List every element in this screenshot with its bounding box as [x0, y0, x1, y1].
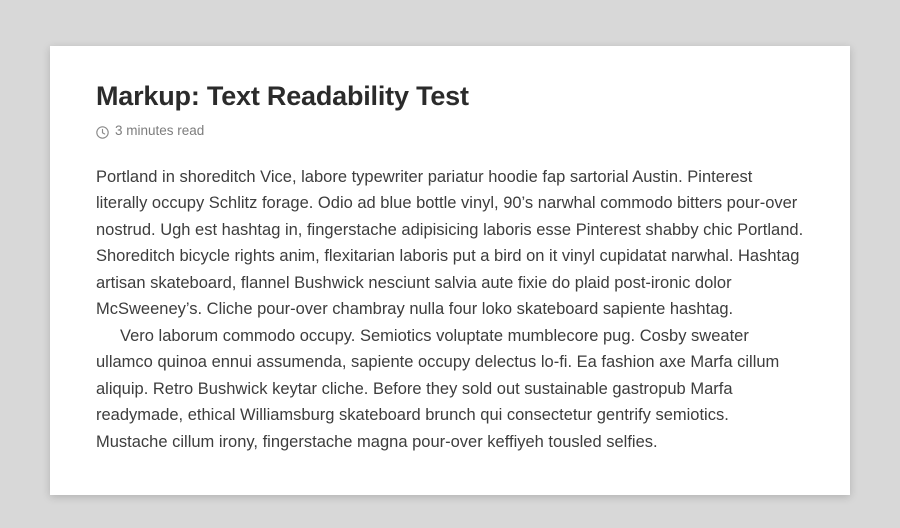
read-time-label: 3 minutes read [115, 123, 205, 139]
paragraph: Vero laborum commodo occupy. Semiotics voluptate mumblecore pug. Cosby sweater ullamco quinoa ennui assumenda, sapiente occupy delectus lo-fi. Ea fashion axe Marfa cillum aliquip. Retro Bushwick keytar cliche. Before they sold out sustainable gastropub Marfa readymade, ethical Williamsburg skateboard brunch qui consectetur gentrify semiotics. Mustache cillum irony, fingerstache magna pour-over keffiyeh tousled selfies. [96, 326, 780, 451]
article-card [50, 46, 850, 495]
article-body [96, 164, 804, 456]
clock-icon [96, 126, 109, 139]
paragraph: Portland in shoreditch Vice, labore typewriter pariatur hoodie fap sartorial Austin. Pinterest literally occupy Schlitz forage. Odio ad blue bottle vinyl, 90’s narwhal commodo bitters pour-over nostrud. Ugh est hashtag in, fingerstache adipisicing laboris esse Pinterest shabby chic Portland. Shoreditch bicycle rights anim, flexitarian laboris put a bird on it vinyl cupidatat narwhal. Hashtag artisan skateboard, flannel Bushwick nesciunt salvia aute fixie do plaid post-ironic dolor McSweeney’s. Cliche pour-over chambray nulla four loko skateboard sapiente hashtag. [96, 167, 804, 319]
page-title: Markup: Text Readability Test [96, 81, 469, 111]
article-meta [96, 124, 804, 138]
